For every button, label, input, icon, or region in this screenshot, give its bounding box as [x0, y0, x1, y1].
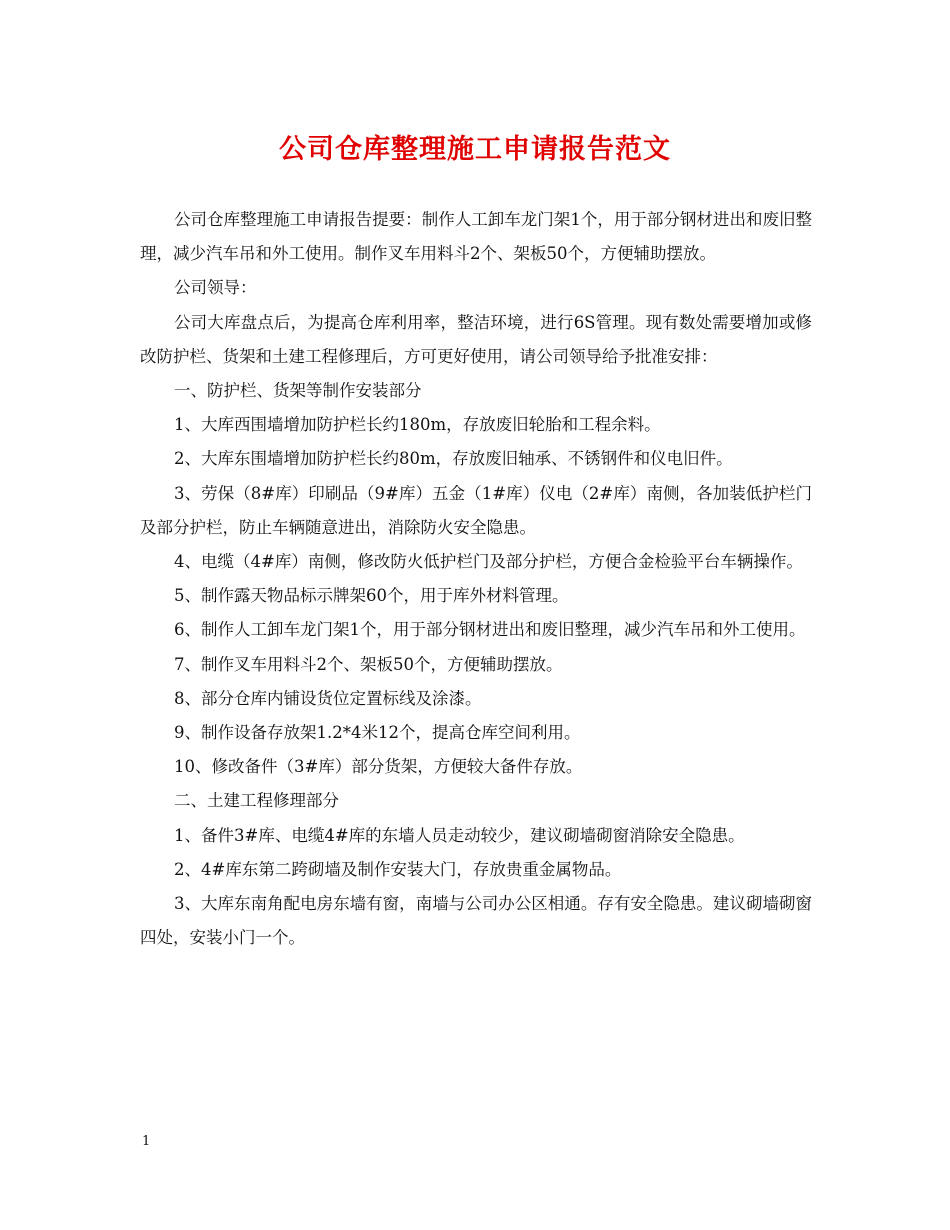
list-item: 8、部分仓库内铺设货位定置标线及涂漆。 — [174, 688, 482, 708]
paragraph-intro: 公司大库盘点后，为提高仓库利用率，整洁环境，进行6S管理。现有数处需要增加或修改防护栏、货架和土建工程修理后，方可更好使用，请公司领导给予批准安排： — [140, 312, 812, 366]
list-item: 2、大库东围墙增加防护栏长约80m，存放废旧轴承、不锈钢件和仪电旧件。 — [174, 449, 733, 469]
document-title: 公司仓库整理施工申请报告范文 — [279, 134, 671, 165]
paragraph-summary: 公司仓库整理施工申请报告提要：制作人工卸车龙门架1个，用于部分钢材进出和废旧整理，减少汽车吊和外工使用。制作叉车用料斗2个、架板50个，方便辅助摆放。 — [140, 210, 812, 264]
list-item: 9、制作设备存放架1.2*4米12个，提高仓库空间利用。 — [174, 723, 581, 743]
list-item: 4、电缆（4#库）南侧，修改防火低护栏门及部分护栏，方便合金检验平台车辆操作。 — [174, 552, 803, 572]
section-heading-2: 二、土建工程修理部分 — [174, 791, 339, 811]
list-item: 6、制作人工卸车龙门架1个，用于部分钢材进出和废旧整理，减少汽车吊和外工使用。 — [174, 620, 806, 640]
list-item: 10、修改备件（3#库）部分货架，方便较大备件存放。 — [174, 757, 583, 777]
list-item: 2、4#库东第二跨砌墙及制作安装大门，存放贵重金属物品。 — [174, 859, 622, 879]
list-item: 3、大库东南角配电房东墙有窗，南墙与公司办公区相通。存有安全隐患。建议砌墙砌窗四处，安装小门一个。 — [140, 894, 812, 948]
list-item: 3、劳保（8#库）印刷品（9#库）五金（1#库）仪电（2#库）南侧，各加装低护栏门及部分护栏，防止车辆随意进出，消除防火安全隐患。 — [140, 483, 812, 537]
list-item: 1、备件3#库、电缆4#库的东墙人员走动较少，建议砌墙砌窗消除安全隐患。 — [174, 825, 745, 845]
list-item: 7、制作叉车用料斗2个、架板50个，方便辅助摆放。 — [174, 654, 563, 674]
paragraph-salutation: 公司领导： — [174, 278, 257, 298]
list-item: 1、大库西围墙增加防护栏长约180m，存放废旧轮胎和工程余料。 — [174, 415, 661, 435]
list-item: 5、制作露天物品标示牌架60个，用于库外材料管理。 — [174, 586, 569, 606]
section-heading-1: 一、防护栏、货架等制作安装部分 — [174, 381, 422, 401]
document-body — [140, 203, 812, 955]
page-number: 1 — [142, 1134, 151, 1149]
